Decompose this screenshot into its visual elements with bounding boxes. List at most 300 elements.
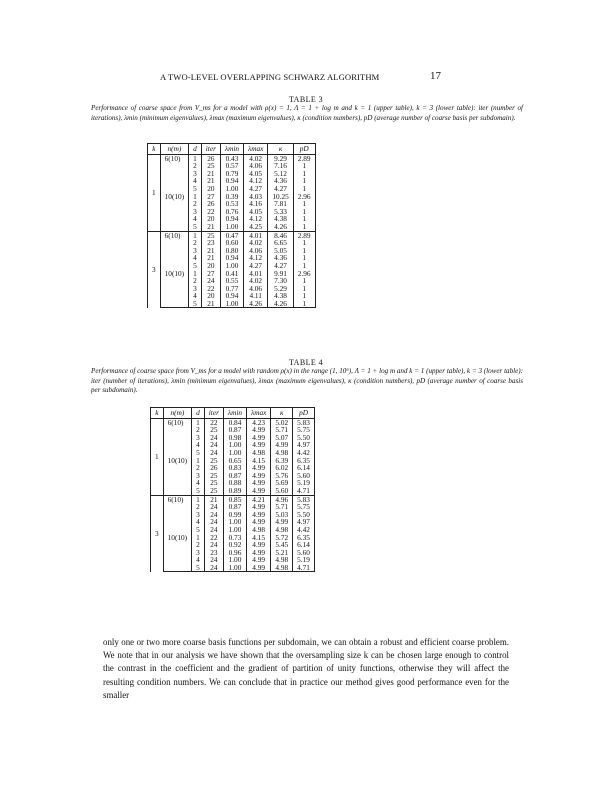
kappa-cell: 4.26 [268, 223, 293, 231]
pd-cell: 1 [293, 200, 315, 208]
lambda-min-cell: 0.98 [223, 434, 246, 442]
kappa-cell: 5.72 [271, 534, 293, 542]
lambda-max-cell: 4.99 [247, 549, 271, 557]
d-cell: 1 [192, 534, 205, 542]
iter-cell: 22 [204, 418, 223, 426]
iter-cell: 26 [201, 200, 220, 208]
column-header: n(m) [163, 408, 191, 419]
d-cell: 2 [189, 239, 202, 247]
kappa-cell: 4.36 [268, 177, 293, 185]
kappa-cell: 4.99 [271, 518, 293, 526]
lambda-min-cell: 0.85 [223, 495, 246, 503]
d-cell: 3 [189, 247, 202, 255]
pd-cell: 2.89 [293, 154, 315, 162]
lambda-min-cell: 0.41 [220, 270, 243, 278]
pd-cell: 1 [293, 292, 315, 300]
d-cell: 4 [192, 518, 205, 526]
d-cell: 5 [192, 449, 205, 457]
nm-cell [163, 518, 191, 526]
iter-cell: 24 [204, 434, 223, 442]
iter-cell: 20 [201, 185, 220, 193]
d-cell: 5 [192, 564, 205, 572]
lambda-max-cell: 4.99 [247, 464, 271, 472]
lambda-min-cell: 0.83 [223, 464, 246, 472]
running-title: A TWO-LEVEL OVERLAPPING SCHWARZ ALGORITHM [160, 72, 380, 82]
pd-cell: 1 [293, 177, 315, 185]
lambda-max-cell: 4.11 [244, 292, 268, 300]
nm-cell [163, 479, 191, 487]
nm-cell [160, 254, 188, 262]
lambda-min-cell: 0.60 [220, 239, 243, 247]
column-header: k [151, 408, 164, 419]
pd-cell: 5.60 [293, 472, 315, 480]
iter-cell: 23 [204, 549, 223, 557]
kappa-cell: 5.45 [271, 541, 293, 549]
iter-cell: 22 [204, 534, 223, 542]
pd-cell: 4.42 [293, 449, 315, 457]
pd-cell: 5.19 [293, 479, 315, 487]
kappa-cell: 8.46 [268, 231, 293, 239]
iter-cell: 24 [204, 541, 223, 549]
pd-cell: 1 [293, 185, 315, 193]
lambda-max-cell: 4.16 [244, 200, 268, 208]
kappa-cell: 7.81 [268, 200, 293, 208]
column-header: λmin [220, 144, 243, 155]
kappa-cell: 4.98 [271, 564, 293, 572]
iter-cell: 25 [204, 457, 223, 465]
pd-cell: 5.75 [293, 426, 315, 434]
iter-cell: 26 [201, 154, 220, 162]
lambda-max-cell: 4.98 [247, 526, 271, 534]
lambda-min-cell: 1.00 [220, 262, 243, 270]
pd-cell: 5.83 [293, 495, 315, 503]
pd-cell: 6.35 [293, 457, 315, 465]
lambda-min-cell: 1.00 [223, 526, 246, 534]
pd-cell: 4.42 [293, 526, 315, 534]
nm-cell [163, 564, 191, 572]
nm-cell: 6(10) [163, 495, 191, 503]
lambda-max-cell: 4.12 [244, 254, 268, 262]
lambda-min-cell: 1.00 [223, 441, 246, 449]
lambda-min-cell: 0.79 [220, 170, 243, 178]
table-row [151, 487, 315, 495]
column-header: κ [271, 408, 293, 419]
kappa-cell: 10.25 [268, 193, 293, 201]
iter-cell: 21 [201, 170, 220, 178]
d-cell: 4 [189, 254, 202, 262]
pd-cell: 4.97 [293, 518, 315, 526]
kappa-cell: 5.71 [271, 426, 293, 434]
nm-cell: 6(10) [160, 154, 188, 162]
nm-cell: 6(10) [160, 231, 188, 239]
lambda-min-cell: 0.65 [223, 457, 246, 465]
lambda-min-cell: 0.94 [220, 292, 243, 300]
nm-cell [163, 441, 191, 449]
lambda-max-cell: 4.06 [244, 162, 268, 170]
iter-cell: 27 [201, 193, 220, 201]
k-cell: 3 [148, 231, 161, 308]
kappa-cell: 5.60 [271, 487, 293, 495]
kappa-cell: 6.65 [268, 239, 293, 247]
kappa-cell: 5.33 [268, 208, 293, 216]
lambda-min-cell: 0.87 [223, 426, 246, 434]
lambda-min-cell: 0.96 [223, 549, 246, 557]
nm-cell [160, 215, 188, 223]
kappa-cell: 5.76 [271, 472, 293, 480]
iter-cell: 24 [204, 449, 223, 457]
d-cell: 2 [189, 277, 202, 285]
pd-cell: 1 [293, 254, 315, 262]
nm-cell [163, 434, 191, 442]
column-header: κ [268, 144, 293, 155]
kappa-cell: 4.98 [271, 556, 293, 564]
nm-cell: 10(10) [163, 534, 191, 542]
nm-cell [160, 285, 188, 293]
kappa-cell: 5.03 [271, 511, 293, 519]
lambda-min-cell: 0.87 [223, 503, 246, 511]
lambda-min-cell: 0.55 [220, 277, 243, 285]
nm-cell [160, 277, 188, 285]
pd-cell: 1 [293, 208, 315, 216]
column-header: d [189, 144, 202, 155]
d-cell: 1 [192, 418, 205, 426]
lambda-min-cell: 0.47 [220, 231, 243, 239]
nm-cell [163, 426, 191, 434]
pd-cell: 1 [293, 247, 315, 255]
table4 [150, 407, 315, 572]
nm-cell [160, 223, 188, 231]
kappa-cell: 4.38 [268, 292, 293, 300]
iter-cell: 22 [201, 208, 220, 216]
nm-cell [163, 549, 191, 557]
d-cell: 1 [189, 154, 202, 162]
table4-label: TABLE 4 [289, 358, 323, 367]
kappa-cell: 9.29 [268, 154, 293, 162]
d-cell: 2 [192, 464, 205, 472]
lambda-max-cell: 4.15 [247, 534, 271, 542]
lambda-min-cell: 1.00 [223, 556, 246, 564]
d-cell: 1 [192, 495, 205, 503]
lambda-min-cell: 1.00 [220, 223, 243, 231]
lambda-max-cell: 4.99 [247, 541, 271, 549]
nm-cell [163, 472, 191, 480]
k-cell: 1 [151, 418, 164, 495]
kappa-cell: 9.91 [268, 270, 293, 278]
lambda-min-cell: 1.00 [223, 449, 246, 457]
table3 [147, 143, 316, 308]
d-cell: 3 [192, 511, 205, 519]
nm-cell [160, 162, 188, 170]
nm-cell [160, 177, 188, 185]
kappa-cell: 4.27 [268, 262, 293, 270]
pd-cell: 6.14 [293, 464, 315, 472]
lambda-min-cell: 0.73 [223, 534, 246, 542]
column-header: d [192, 408, 205, 419]
d-cell: 1 [189, 231, 202, 239]
kappa-cell: 4.98 [271, 526, 293, 534]
lambda-min-cell: 1.00 [220, 300, 243, 308]
iter-cell: 20 [201, 292, 220, 300]
iter-cell: 24 [204, 564, 223, 572]
lambda-min-cell: 0.94 [220, 254, 243, 262]
iter-cell: 25 [204, 479, 223, 487]
iter-cell: 21 [201, 254, 220, 262]
lambda-min-cell: 0.89 [223, 487, 246, 495]
lambda-min-cell: 0.39 [220, 193, 243, 201]
lambda-max-cell: 4.12 [244, 177, 268, 185]
iter-cell: 25 [204, 426, 223, 434]
lambda-max-cell: 4.99 [247, 472, 271, 480]
d-cell: 2 [189, 162, 202, 170]
iter-cell: 21 [201, 300, 220, 308]
nm-cell: 10(10) [160, 193, 188, 201]
iter-cell: 22 [201, 285, 220, 293]
lambda-max-cell: 4.98 [247, 449, 271, 457]
iter-cell: 24 [201, 277, 220, 285]
column-header: n(m) [160, 144, 188, 155]
d-cell: 3 [189, 285, 202, 293]
pd-cell: 1 [293, 170, 315, 178]
d-cell: 5 [189, 185, 202, 193]
iter-cell: 27 [201, 270, 220, 278]
iter-cell: 20 [201, 262, 220, 270]
column-header: pD [293, 144, 315, 155]
kappa-cell: 4.36 [268, 254, 293, 262]
d-cell: 1 [189, 270, 202, 278]
lambda-max-cell: 4.01 [244, 231, 268, 239]
iter-cell: 21 [201, 177, 220, 185]
table4-caption: Performance of coarse space from V_ms for a model with random ρ(x) in the range (1, 10⁶), Λ = 1 + log m and k = 1 (upper table), k = 3 (lower table): iter (number of iterations), λmin (minimum eigenvalues), λmax (maximum eigenvalues), κ (condition numbers), pD (average number of coarse basis per subdomain). [91, 367, 523, 395]
lambda-min-cell: 0.92 [223, 541, 246, 549]
header-row [151, 408, 315, 419]
kappa-cell: 5.07 [271, 434, 293, 442]
lambda-max-cell: 4.02 [244, 154, 268, 162]
lambda-min-cell: 0.43 [220, 154, 243, 162]
k-cell: 1 [148, 154, 161, 231]
iter-cell: 23 [201, 239, 220, 247]
table-row [148, 223, 316, 231]
column-header: λmin [223, 408, 246, 419]
lambda-min-cell: 0.99 [223, 511, 246, 519]
pd-cell: 5.50 [293, 434, 315, 442]
nm-cell [160, 239, 188, 247]
iter-cell: 24 [204, 441, 223, 449]
lambda-max-cell: 4.25 [244, 223, 268, 231]
lambda-min-cell: 0.94 [220, 215, 243, 223]
nm-cell: 6(10) [163, 418, 191, 426]
pd-cell: 6.14 [293, 541, 315, 549]
d-cell: 2 [192, 541, 205, 549]
d-cell: 4 [189, 177, 202, 185]
kappa-cell: 7.16 [268, 162, 293, 170]
lambda-max-cell: 4.12 [244, 215, 268, 223]
nm-cell [160, 208, 188, 216]
pd-cell: 2.96 [293, 193, 315, 201]
nm-cell: 10(10) [160, 270, 188, 278]
column-header: pD [293, 408, 315, 419]
pd-cell: 5.19 [293, 556, 315, 564]
iter-cell: 25 [201, 231, 220, 239]
kappa-cell: 4.96 [271, 495, 293, 503]
pd-cell: 1 [293, 223, 315, 231]
lambda-max-cell: 4.02 [244, 239, 268, 247]
lambda-max-cell: 4.99 [247, 441, 271, 449]
lambda-max-cell: 4.26 [244, 300, 268, 308]
k-cell: 3 [151, 495, 164, 572]
iter-cell: 21 [201, 247, 220, 255]
pd-cell: 1 [293, 285, 315, 293]
iter-cell: 24 [204, 511, 223, 519]
pd-cell: 5.83 [293, 418, 315, 426]
d-cell: 4 [189, 215, 202, 223]
d-cell: 5 [192, 487, 205, 495]
d-cell: 5 [189, 223, 202, 231]
nm-cell [163, 556, 191, 564]
pd-cell: 1 [293, 262, 315, 270]
d-cell: 2 [192, 503, 205, 511]
lambda-max-cell: 4.23 [247, 418, 271, 426]
lambda-min-cell: 0.53 [220, 200, 243, 208]
lambda-max-cell: 4.99 [247, 518, 271, 526]
lambda-min-cell: 0.80 [220, 247, 243, 255]
lambda-max-cell: 4.05 [244, 170, 268, 178]
lambda-max-cell: 4.99 [247, 426, 271, 434]
d-cell: 2 [189, 200, 202, 208]
nm-cell [163, 511, 191, 519]
body-paragraph: only one or two more coarse basis functions per subdomain, we can obtain a robust and efficient coarse problem. We note that in our analysis we have shown that the oversampling size k can be chosen large enough to control the contrast in the coefficient and the gradient of partition of unity functions, otherwise they will affect the resulting condition numbers. We can conclude that in practice our method gives good performance even for the smaller [103, 637, 509, 700]
lambda-min-cell: 0.94 [220, 177, 243, 185]
pd-cell: 2.96 [293, 270, 315, 278]
kappa-cell: 6.02 [271, 464, 293, 472]
column-header: iter [201, 144, 220, 155]
lambda-max-cell: 4.05 [244, 208, 268, 216]
pd-cell: 1 [293, 215, 315, 223]
column-header: λmax [247, 408, 271, 419]
d-cell: 5 [189, 262, 202, 270]
iter-cell: 21 [201, 223, 220, 231]
lambda-min-cell: 0.87 [223, 472, 246, 480]
d-cell: 3 [189, 208, 202, 216]
nm-cell [160, 300, 188, 308]
lambda-max-cell: 4.01 [244, 270, 268, 278]
iter-cell: 25 [201, 162, 220, 170]
iter-cell: 26 [204, 464, 223, 472]
pd-cell: 1 [293, 300, 315, 308]
table-row [151, 564, 315, 572]
d-cell: 4 [192, 479, 205, 487]
column-header: λmax [244, 144, 268, 155]
d-cell: 1 [189, 193, 202, 201]
lambda-max-cell: 4.02 [244, 277, 268, 285]
column-header: iter [204, 408, 223, 419]
lambda-max-cell: 4.27 [244, 262, 268, 270]
iter-cell: 20 [201, 215, 220, 223]
d-cell: 4 [192, 441, 205, 449]
nm-cell: 10(10) [163, 457, 191, 465]
lambda-min-cell: 0.76 [220, 208, 243, 216]
lambda-min-cell: 1.00 [223, 564, 246, 572]
pd-cell: 2.89 [293, 231, 315, 239]
kappa-cell: 4.26 [268, 300, 293, 308]
kappa-cell: 5.71 [271, 503, 293, 511]
kappa-cell: 5.02 [271, 418, 293, 426]
lambda-min-cell: 0.57 [220, 162, 243, 170]
d-cell: 1 [192, 457, 205, 465]
nm-cell [160, 247, 188, 255]
kappa-cell: 5.21 [271, 549, 293, 557]
iter-cell: 21 [204, 495, 223, 503]
lambda-max-cell: 4.03 [244, 193, 268, 201]
d-cell: 3 [192, 549, 205, 557]
d-cell: 3 [192, 472, 205, 480]
lambda-max-cell: 4.21 [247, 495, 271, 503]
nm-cell [160, 200, 188, 208]
pd-cell: 6.35 [293, 534, 315, 542]
pd-cell: 4.97 [293, 441, 315, 449]
d-cell: 3 [192, 434, 205, 442]
pd-cell: 4.71 [293, 487, 315, 495]
nm-cell [160, 292, 188, 300]
d-cell: 4 [189, 292, 202, 300]
iter-cell: 25 [204, 472, 223, 480]
iter-cell: 24 [204, 526, 223, 534]
d-cell: 5 [192, 526, 205, 534]
lambda-max-cell: 4.99 [247, 511, 271, 519]
pd-cell: 5.60 [293, 549, 315, 557]
kappa-cell: 4.99 [271, 441, 293, 449]
pd-cell: 1 [293, 162, 315, 170]
nm-cell [163, 487, 191, 495]
kappa-cell: 4.27 [268, 185, 293, 193]
lambda-max-cell: 4.99 [247, 564, 271, 572]
nm-cell [160, 170, 188, 178]
kappa-cell: 5.69 [271, 479, 293, 487]
d-cell: 2 [192, 426, 205, 434]
lambda-min-cell: 1.00 [223, 518, 246, 526]
iter-cell: 24 [204, 503, 223, 511]
kappa-cell: 4.38 [268, 215, 293, 223]
lambda-max-cell: 4.15 [247, 457, 271, 465]
kappa-cell: 5.29 [268, 285, 293, 293]
lambda-max-cell: 4.99 [247, 503, 271, 511]
nm-cell [163, 541, 191, 549]
iter-cell: 24 [204, 556, 223, 564]
pd-cell: 1 [293, 277, 315, 285]
lambda-max-cell: 4.99 [247, 556, 271, 564]
kappa-cell: 5.05 [268, 247, 293, 255]
page-number: 17 [430, 70, 441, 82]
nm-cell [163, 503, 191, 511]
header-row [148, 144, 316, 155]
kappa-cell: 7.30 [268, 277, 293, 285]
lambda-min-cell: 1.00 [220, 185, 243, 193]
lambda-max-cell: 4.27 [244, 185, 268, 193]
lambda-max-cell: 4.06 [244, 247, 268, 255]
kappa-cell: 4.98 [271, 449, 293, 457]
table-row [148, 300, 316, 308]
d-cell: 5 [189, 300, 202, 308]
iter-cell: 25 [204, 487, 223, 495]
lambda-min-cell: 0.88 [223, 479, 246, 487]
lambda-max-cell: 4.06 [244, 285, 268, 293]
lambda-max-cell: 4.99 [247, 434, 271, 442]
kappa-cell: 6.39 [271, 457, 293, 465]
pd-cell: 1 [293, 239, 315, 247]
d-cell: 4 [192, 556, 205, 564]
table3-label: TABLE 3 [289, 95, 323, 104]
column-header: k [148, 144, 161, 155]
table3-caption: Performance of coarse space from V_ms for a model with ρ(x) = 1, Λ = 1 + log m and k = 1 (upper table), k = 3 (lower table): iter (number of iterations), λmin (minimum eigenvalues), λmax (maximum eigenvalues), κ (condition numbers), pD (average number of coarse basis per subdomain). [91, 104, 523, 122]
